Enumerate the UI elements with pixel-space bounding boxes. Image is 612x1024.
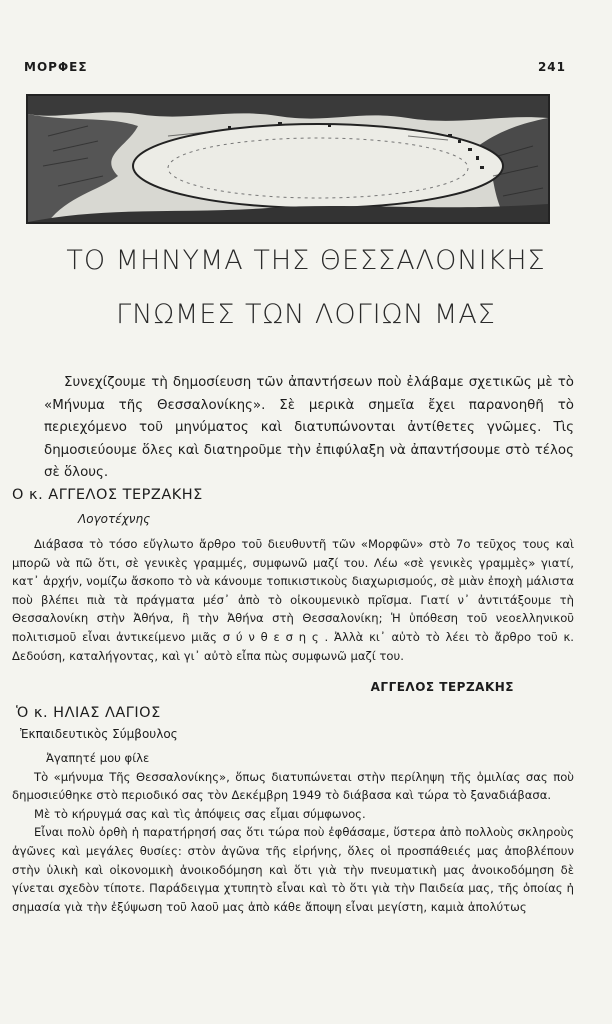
section2-heading: Ὁ κ. ΗΛΙΑΣ ΛΑΓΙΟΣ (16, 705, 161, 721)
intro-text: Συνεχίζουμε τὴ δημοσίευση τῶν ἀπαντήσεων ποὺ ἐλάβαμε σχετικῶς μὲ τὸ «Μήνυμα τῆς Θεσσαλονίκης». Σὲ μερικὰ σημεῖα ἔχει παρανοηθῆ τὸ περιεχόμενο τοῦ μηνύματος καὶ διατυπώνονται ἀντίθετες γνῶμες. Τὶς δημοσιεύουμε ὅλες καὶ διατηροῦμε τὴν ἐπιφύλαξη νὰ ἀπαντήσουμε στὸ τέλος σὲ ὅλους. (44, 375, 574, 480)
section1-heading: Ο κ. ΑΓΓΕΛΟΣ ΤΕΡΖΑΚΗΣ (12, 487, 203, 503)
section2-paragraph: Εἶναι πολὺ ὀρθὴ ἡ παρατήρησή σας ὅτι τώρα ποὺ ἐφθάσαμε, ὕστερα ἀπὸ πολλοὺς σκληροὺς ἀγῶνες καὶ μεγάλες θυσίες: στὸν ἀγῶνα τῆς εἰρήνης, ὅλες οἱ προσπάθειές μας ἀποβλέπουν στὴν ὑλικὴ καὶ οἰκονομικὴ ἀνοικοδόμηση καὶ ὅτι γιὰ τὴν πνευματικὴ μας ἀνοικοδόμηση δὲ γίνεται σχεδὸν τίποτε. Παράδειγμα χτυπητὸ εἶναι καὶ τὸ ὅτι γιὰ τὴν Παιδεία μας, τῆς ὁποίας ἡ σημασία γιὰ τὴν ἐξύψωση τοῦ λαοῦ μας ἀπὸ κάθε ἄποψη εἶναι μεγίστη, καμιὰ ἀπολύτως (12, 825, 574, 914)
section1-text: Διάβασα τὸ τόσο εὔγλωτο ἄρθρο τοῦ διευθυντῆ τῶν «Μορφῶν» στὸ 7ο τεῦχος τους καὶ μπορῶ νὰ πῶ ὅτι, σὲ γενικὲς γραμμές, συμφωνῶ μαζί του. Λέω «σὲ γενικὲς γραμμὲς» γιατί, κατ᾽ ἀρχήν, νομίζω ἄσκοπο τὸ νὰ κάνουμε τοπικιστικοὺς διαχωρισμούς, σὲ μιὰν ἐποχὴ μάλιστα ποὺ βλέπει πιὰ τὰ πράγματα μέσ᾽ ἀπὸ τὸ οἰκουμενικὸ πρῖσμα. Γιατί ν᾽ ἀντιτάξουμε τὴ Θεσσαλονίκη στὴν Ἀθήνα, ἢ τὴν Ἀθήνα στὴ Θεσσαλονίκη; Ἡ ὑπόθεση τοῦ νεοελληνικοῦ πολιτισμοῦ εἶναι ἀντικείμενο μιᾶς σ ύ ν θ ε σ η ς . Ἀλλὰ κι᾽ αὐτὸ τὸ λέει τὸ ἄρθρο τοῦ κ. Δεδούση, καταλήγοντας, καὶ γι᾽ αὐτὸ εἶπα πὼς συμφωνῶ μαζί του. (12, 537, 574, 663)
section2-role: Ἐκπαιδευτικὸς Σύμβουλος (20, 727, 178, 741)
section1-role: Λογοτέχνης (78, 512, 151, 526)
page-number: 241 (537, 60, 566, 74)
thessaloniki-bay-engraving-icon (26, 94, 550, 224)
article-subtitle: ΓΝΩΜΕΣ ΤΩΝ ΛΟΓΙΩΝ ΜΑΣ (116, 299, 496, 330)
article-title: ΤΟ ΜΗΝΥΜΑ ΤΗΣ ΘΕΣΣΑΛΟΝΙΚΗΣ (66, 245, 546, 276)
section2-salutation: Ἀγαπητέ μου φίλε (46, 751, 150, 765)
section2-paragraph: Τὸ «μήνυμα Τῆς Θεσσαλονίκης», ὅπως διατυπώνεται στὴν περίληψη τῆς ὁμιλίας σας ποὺ δημοσιεύθηκε στὸ περιοδικό σας τὸν Δεκέμβρη 1949 τὸ διάβασα καὶ τώρα τὸ ξαναδιάβασα. (12, 769, 574, 803)
section1-signature: ΑΓΓΕΛΟΣ ΤΕΡΖΑΚΗΣ (370, 680, 514, 694)
intro-paragraph (44, 372, 574, 485)
section2-paragraph: Μὲ τὸ κήρυγμά σας καὶ τὶς ἀπόψεις σας εἶμαι σύμφωνος. (34, 806, 366, 821)
running-header (24, 60, 566, 74)
journal-name: ΜΟΡΦΕΣ (24, 60, 88, 74)
section2-body (12, 749, 574, 916)
section1-body (12, 535, 574, 665)
